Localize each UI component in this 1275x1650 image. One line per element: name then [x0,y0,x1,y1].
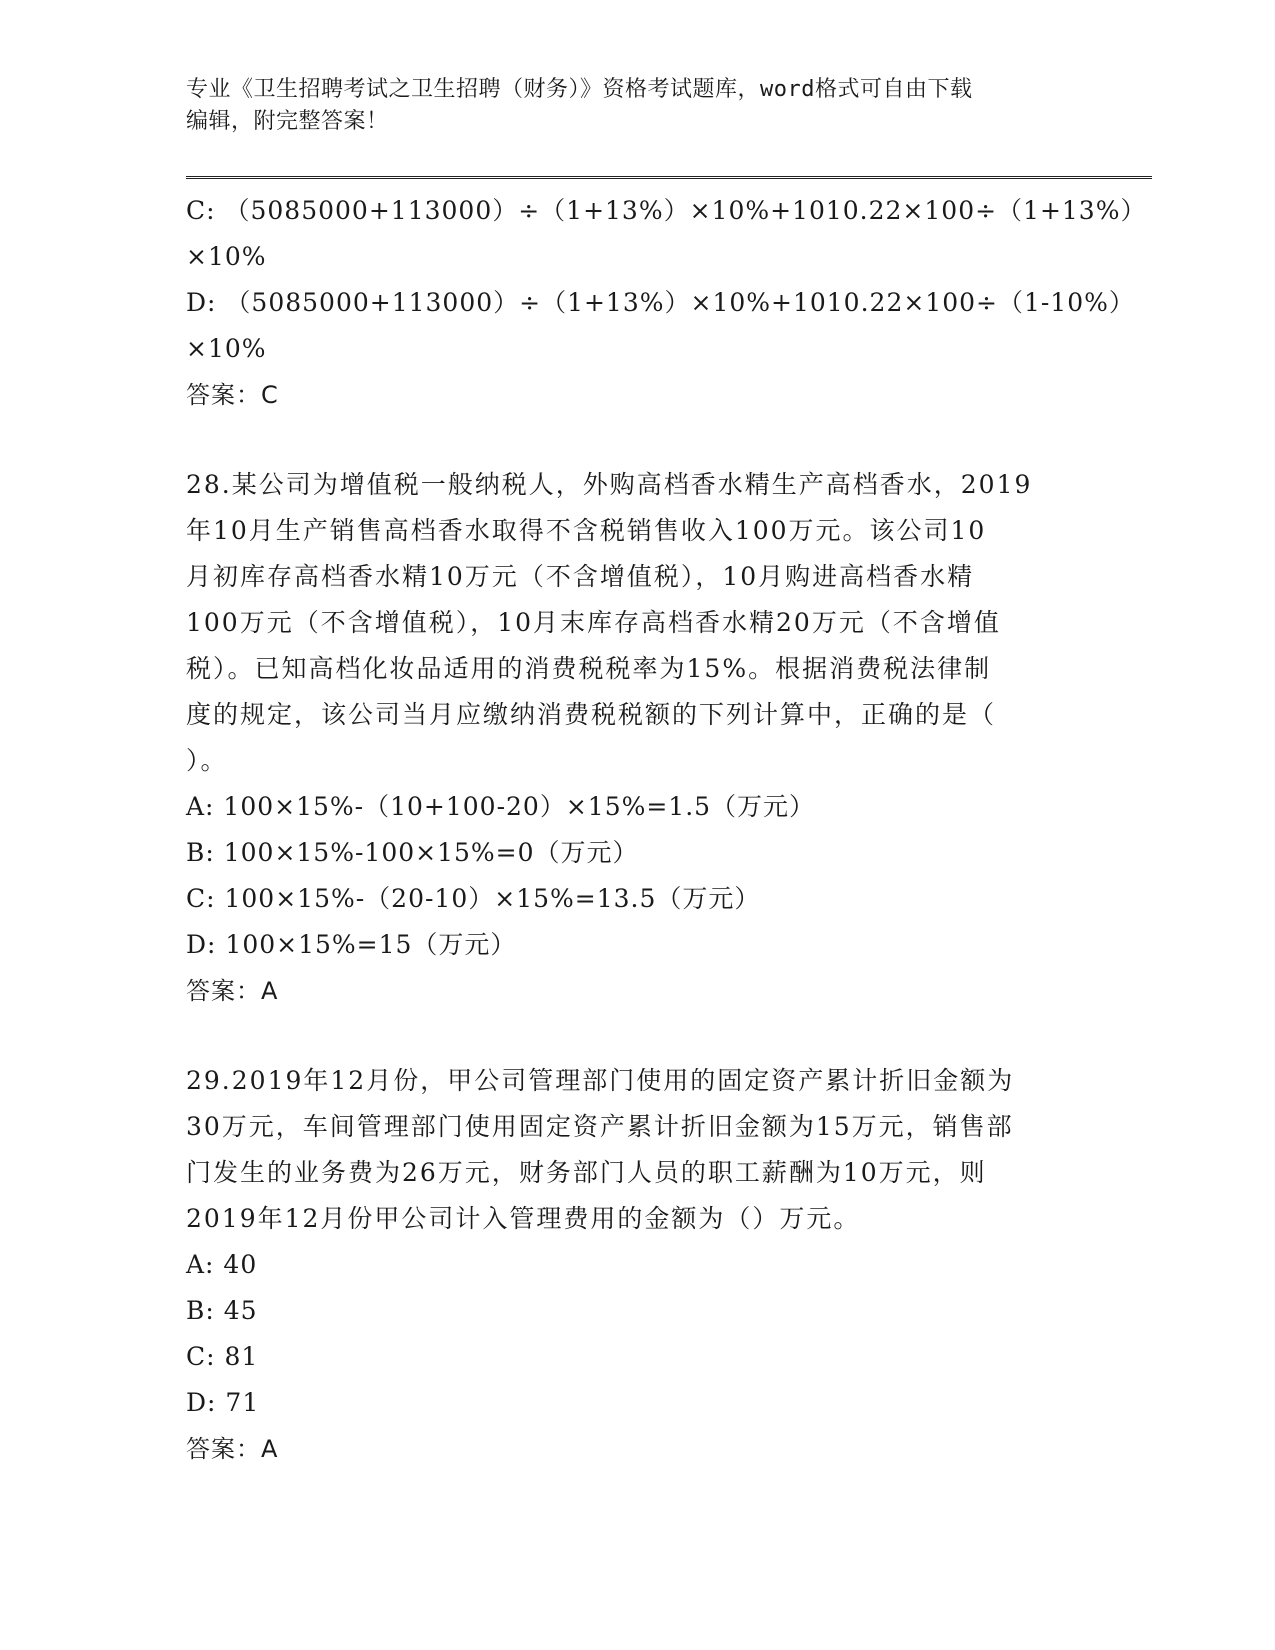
header-line-2: 编辑，附完整答案！ [186,109,389,134]
option-a: A: 40 [186,1250,258,1279]
page-header [186,74,1086,138]
question-29 [186,1058,1086,1472]
option-d-line-2: ×10% [186,334,267,363]
question-text-line: 100万元（不含增值税），10月末库存高档香水精20万元（不含增值 [186,608,1001,637]
spacer [186,418,1086,462]
option-d: D: 71 [186,1388,260,1417]
answer-label: 答案：A [186,1435,279,1463]
answer-label: 答案：A [186,977,279,1005]
question-text-line: 月初库存高档香水精10万元（不含增值税），10月购进高档香水精 [186,562,975,591]
question-text-line: 28.某公司为增值税一般纳税人，外购高档香水精生产高档香水，2019 [186,470,1033,499]
question-text-line: 年10月生产销售高档香水取得不含税销售收入100万元。该公司10 [186,516,987,545]
option-c-line-2: ×10% [186,242,267,271]
question-text-line: 税）。已知高档化妆品适用的消费税税率为15%。根据消费税法律制 [186,654,992,683]
option-d: D: 100×15%=15（万元） [186,930,517,959]
question-text-line: 29.2019年12月份，甲公司管理部门使用的固定资产累计折旧金额为 [186,1066,1015,1095]
option-d-line-1: D: （5085000+113000）÷（1+13%）×10%+1010.22×100÷（1-10%） [186,288,1135,317]
option-a: A: 100×15%-（10+100-20）×15%=1.5（万元） [186,792,816,821]
header-line-1: 专业《卫生招聘考试之卫生招聘（财务）》资格考试题库，word格式可自由下载 [186,77,973,102]
spacer [186,1014,1086,1058]
option-c: C: 81 [186,1342,259,1371]
question-text-line: 2019年12月份甲公司计入管理费用的金额为（）万元。 [186,1204,861,1233]
question-text-line: 30万元，车间管理部门使用固定资产累计折旧金额为15万元，销售部 [186,1112,1014,1141]
option-c-line-1: C: （5085000+113000）÷（1+13%）×10%+1010.22×100÷（1+13%） [186,196,1147,225]
answer-label: 答案：C [186,381,279,409]
question-text-line: ）。 [186,746,228,775]
page-content [186,188,1147,1472]
question-27 [186,188,1147,418]
question-28 [186,462,1086,1014]
question-text-line: 门发生的业务费为26万元，财务部门人员的职工薪酬为10万元，则 [186,1158,987,1187]
option-b: B: 100×15%-100×15%=0（万元） [186,838,639,867]
option-c: C: 100×15%-（20-10）×15%=13.5（万元） [186,884,761,913]
question-text-line: 度的规定，该公司当月应缴纳消费税税额的下列计算中，正确的是（ [186,700,997,729]
option-b: B: 45 [186,1296,258,1325]
header-divider [186,176,1152,179]
